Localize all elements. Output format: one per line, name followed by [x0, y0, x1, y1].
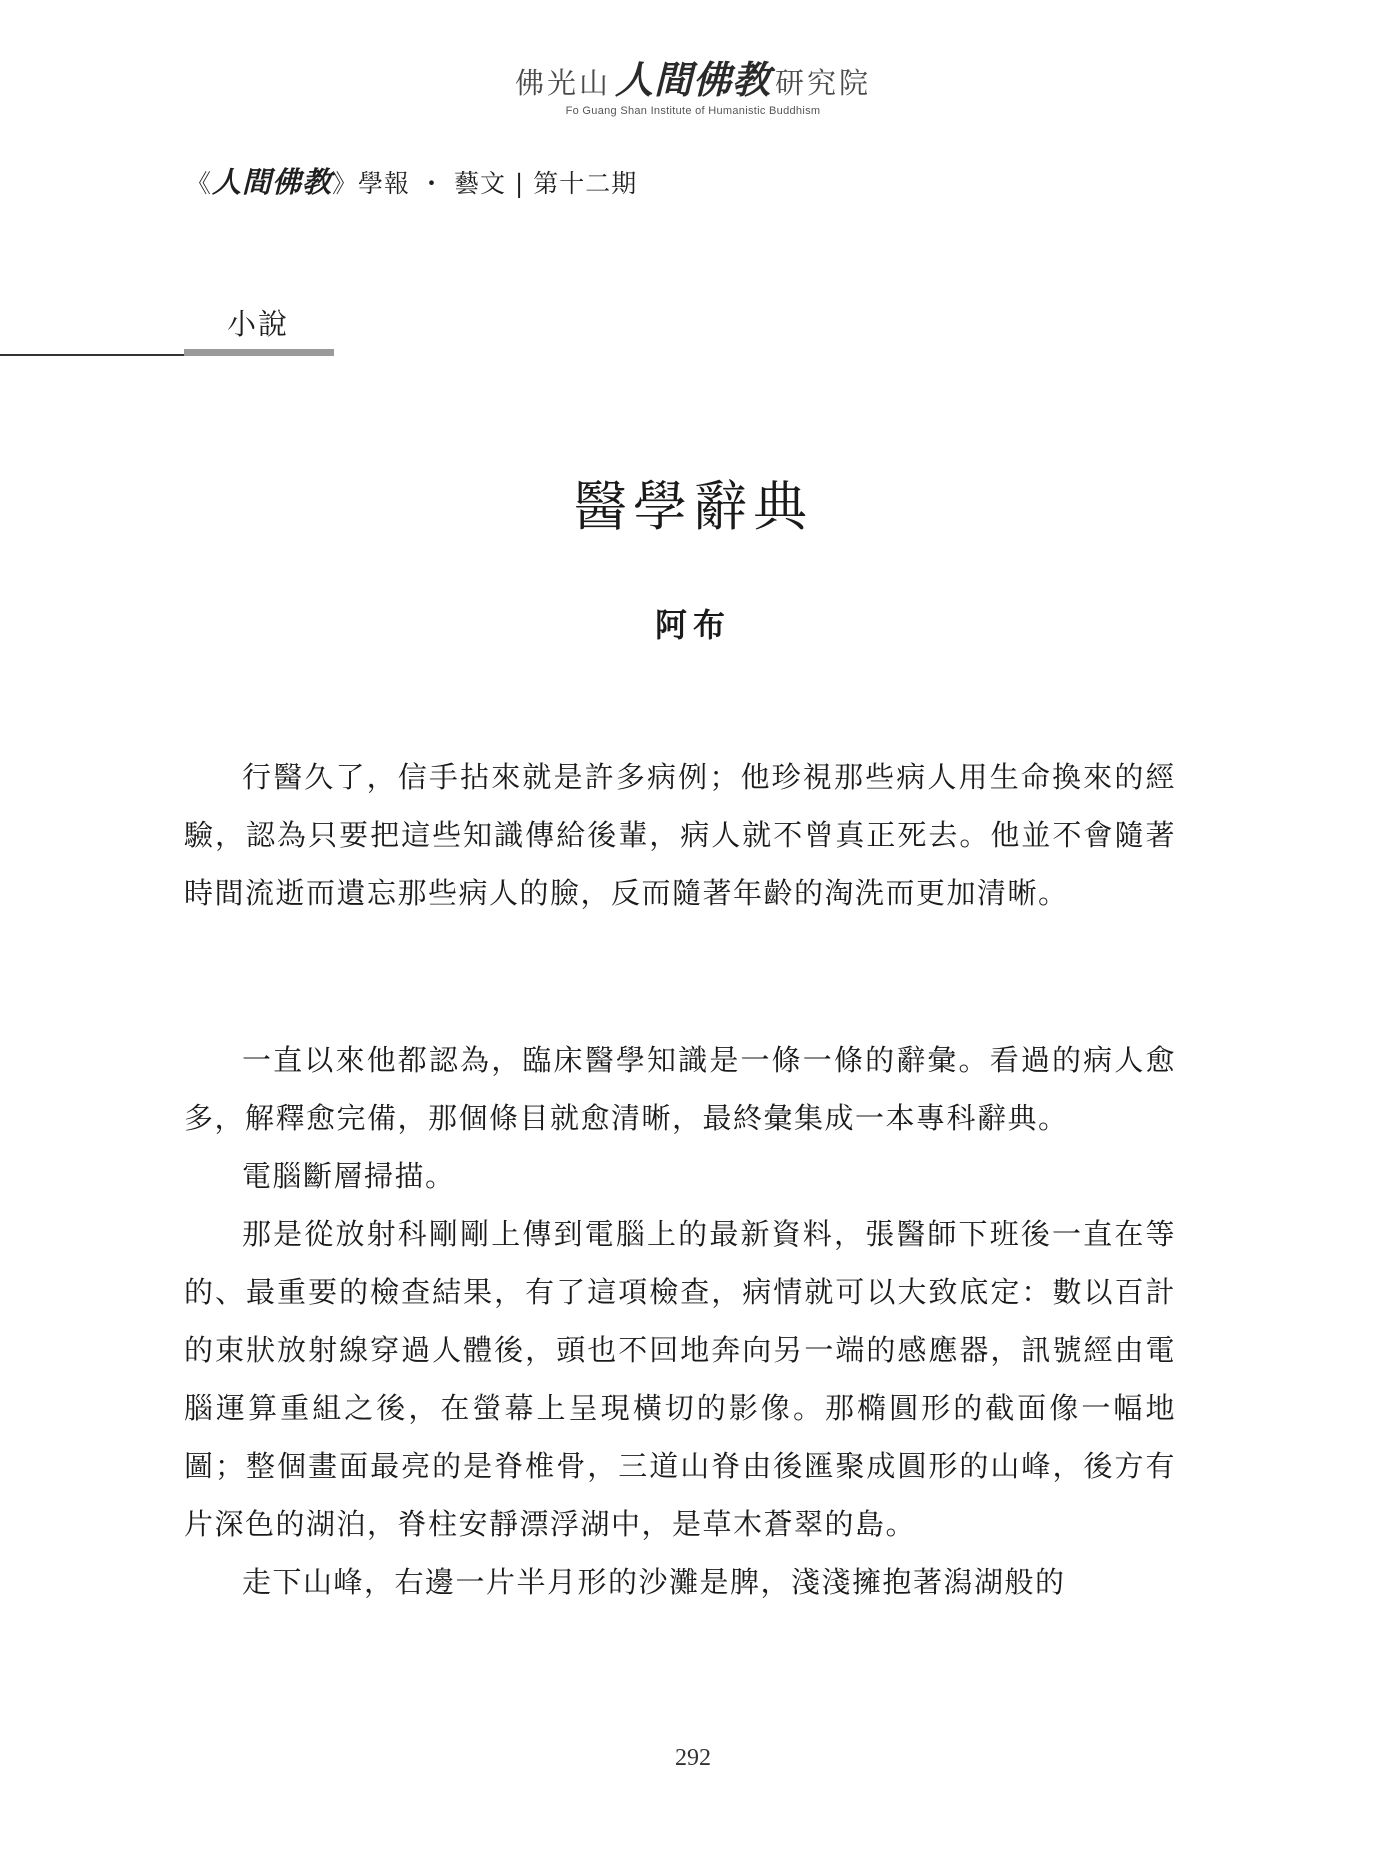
paragraph: 行醫久了，信手拈來就是許多病例；他珍視那些病人用生命換來的經驗，認為只要把這些知識傳給後輩，病人就不曾真正死去。他並不會隨著時間流逝而遺忘那些病人的臉，反而隨著年齡的淘洗而更加清晰。 [184, 760, 1176, 910]
section-label: 小說 [227, 307, 290, 341]
body-block-1 [184, 748, 1176, 922]
institute-header [0, 58, 1386, 117]
article-author: 阿布 [654, 606, 731, 644]
paragraph: 走下山峰，右邊一片半月形的沙灘是脾，淺淺擁抱著潟湖般的 [242, 1565, 1066, 1599]
paragraph: 一直以來他都認為，臨床醫學知識是一條一條的辭彙。看過的病人愈多，解釋愈完備，那個條目就愈清晰，最終彙集成一本專科辭典。 [184, 1043, 1176, 1135]
institute-name [0, 58, 1386, 102]
journal-close-bracket: 》 [332, 169, 359, 198]
paragraph: 電腦斷層掃描。 [242, 1159, 456, 1193]
institute-brand-logo: 人間佛教 [614, 58, 771, 102]
page-number: 292 [675, 1745, 711, 1771]
journal-brand-logo: 人間佛教 [212, 165, 333, 199]
journal-issue-info: 學報 ・ 藝文 | 第十二期 [358, 169, 638, 198]
journal-running-head [186, 164, 637, 202]
institute-english-name: Fo Guang Shan Institute of Humanistic Buddhism [565, 105, 821, 117]
section-divider-accent [184, 349, 334, 356]
institute-suffix: 研究院 [775, 66, 872, 100]
body-block-2 [184, 1031, 1176, 1611]
paragraph: 那是從放射科剛剛上傳到電腦上的最新資料，張醫師下班後一直在等的、最重要的檢查結果，有了這項檢查，病情就可以大致底定：數以百計的束狀放射線穿過人體後，頭也不回地奔向另一端的感應器，訊號經由電腦運算重組之後，在螢幕上呈現橫切的影像。那橢圓形的截面像一幅地圖；整個畫面最亮的是脊椎骨，三道山脊由後匯聚成圓形的山峰，後方有片深色的湖泊，脊柱安靜漂浮湖中，是草木蒼翠的島。 [184, 1217, 1176, 1541]
article-title: 醫學辭典 [573, 475, 813, 538]
journal-open-bracket: 《 [186, 169, 213, 198]
institute-prefix: 佛光山 [514, 66, 611, 100]
